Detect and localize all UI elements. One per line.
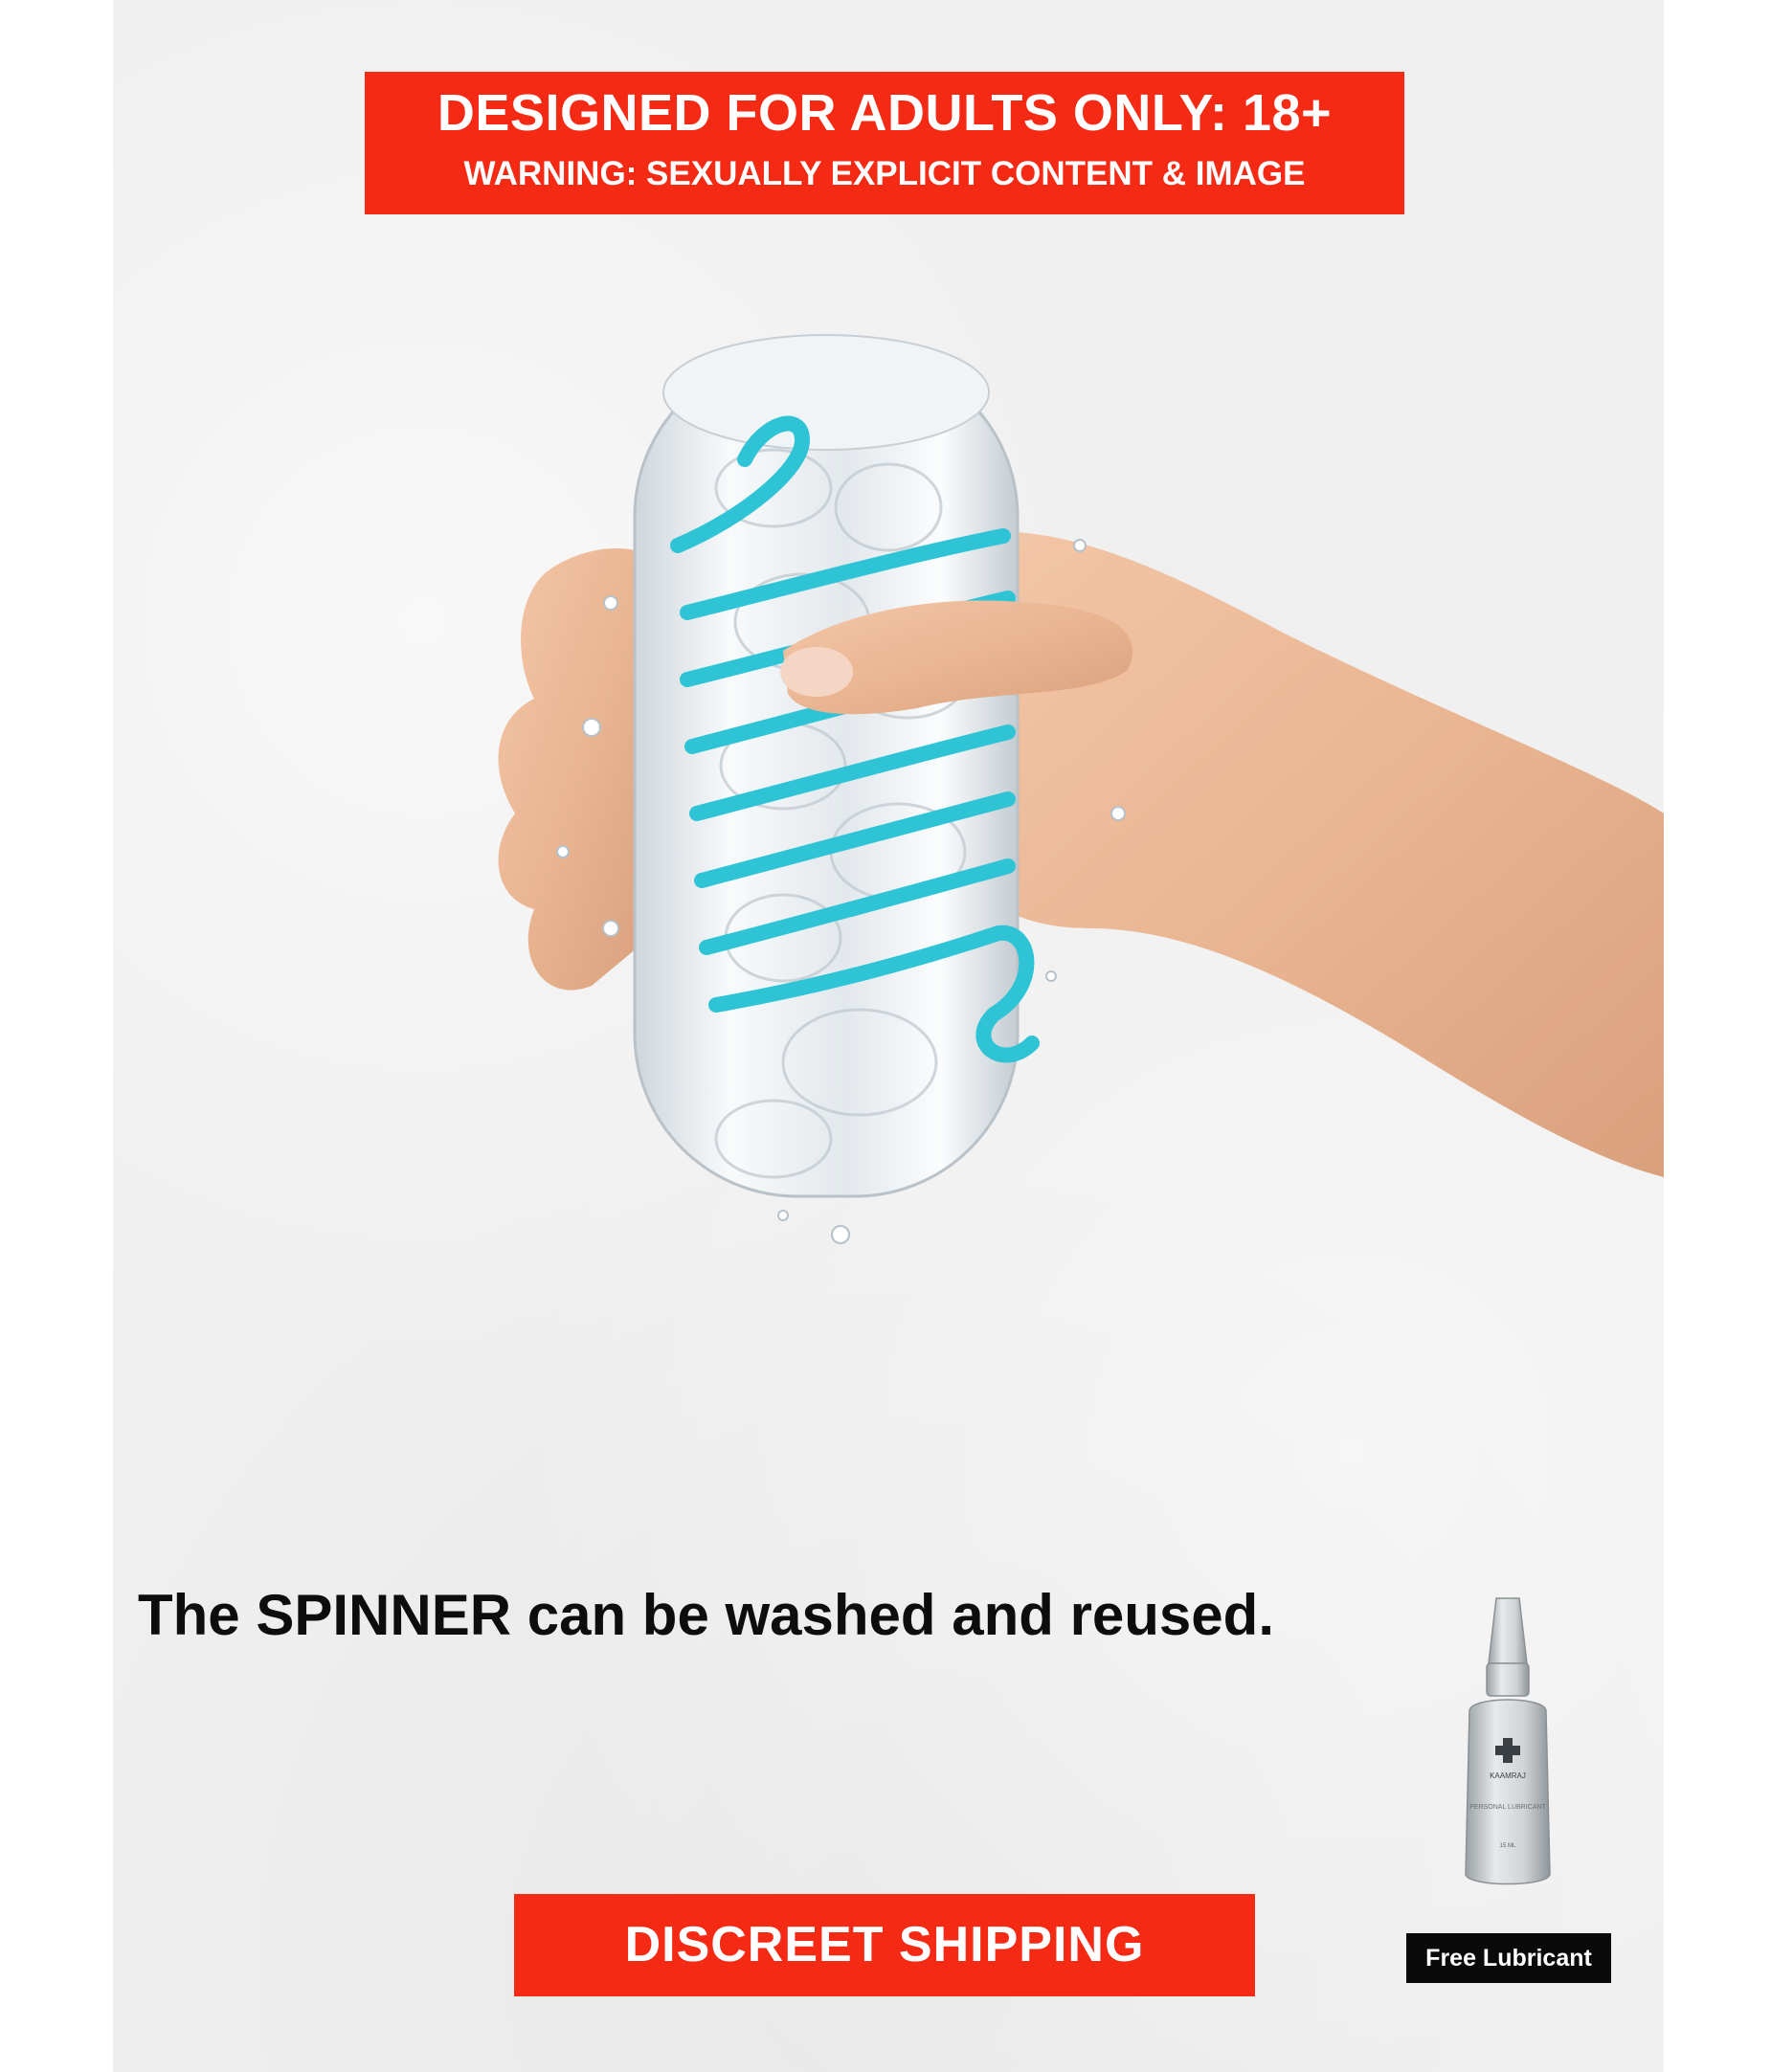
discreet-shipping-badge: DISCREET SHIPPING	[514, 1894, 1255, 1996]
warning-title: DESIGNED FOR ADULTS ONLY: 18+	[437, 84, 1333, 142]
product-photo	[113, 316, 1664, 1455]
bottle-brand: KAAMRAJ	[1490, 1771, 1526, 1780]
bottle-volume: 15 ML	[1499, 1843, 1516, 1849]
warning-subtitle: WARNING: SEXUALLY EXPLICIT CONTENT & IMAGE	[463, 155, 1306, 192]
hand-fingers	[499, 548, 649, 991]
free-lubricant-label: Free Lubricant	[1406, 1933, 1611, 1983]
product-tagline: The SPINNER can be washed and reused.	[138, 1583, 1274, 1647]
lubricant-bottle-image	[1450, 1596, 1565, 1893]
bottle-product-name: PERSONAL LUBRICANT	[1469, 1804, 1546, 1811]
age-warning-banner	[365, 72, 1404, 214]
